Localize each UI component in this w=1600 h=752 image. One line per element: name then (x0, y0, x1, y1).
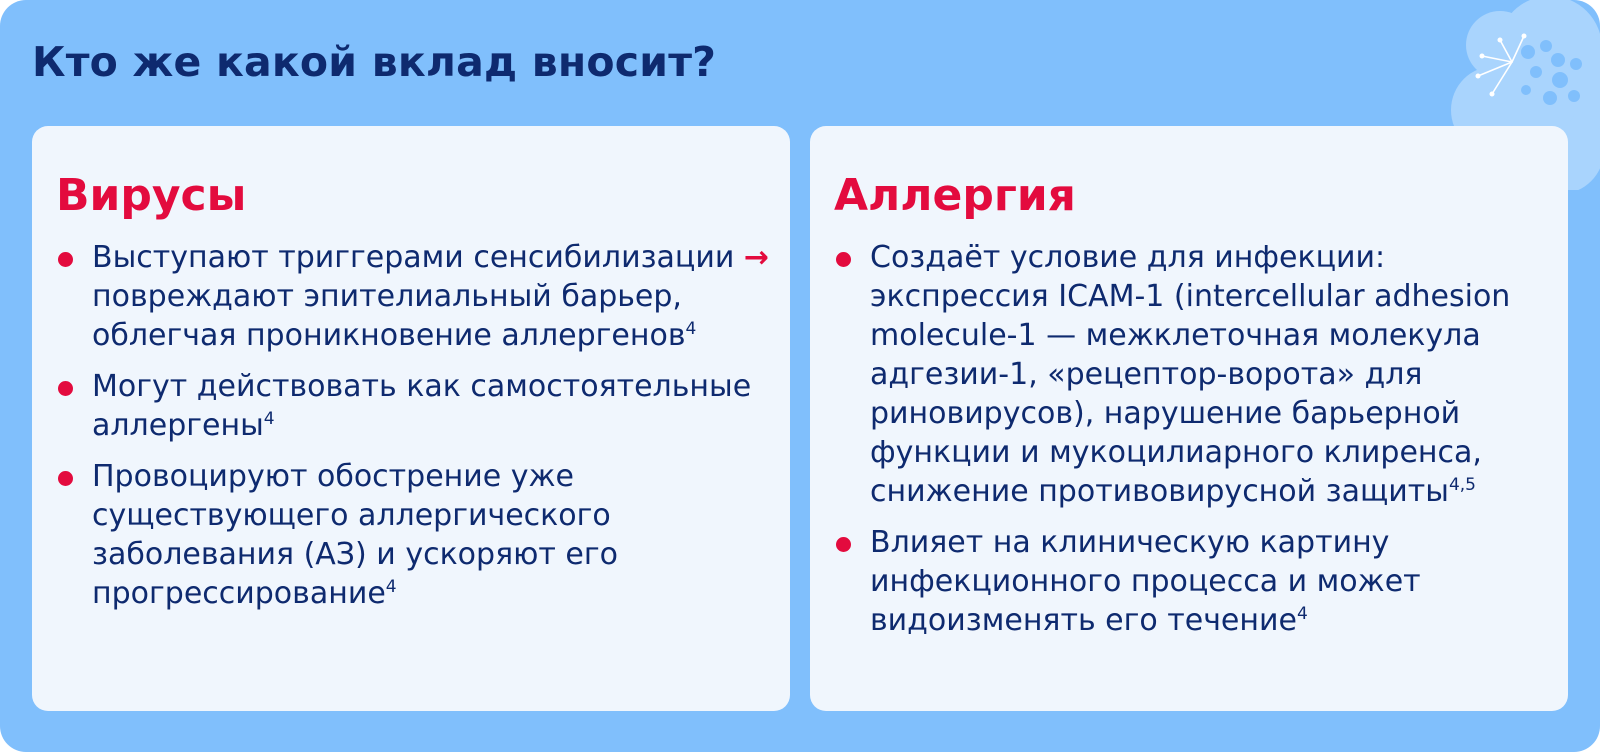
list-item (32, 238, 780, 355)
list-item-text-continued: повреждают эпителиальный барьер, облегчая проникновение аллергенов (92, 279, 686, 353)
bullet-dot-icon (836, 537, 851, 552)
list-item (810, 238, 1558, 511)
footnote-ref: 4,5 (1448, 475, 1476, 495)
viruses-card (32, 126, 790, 711)
page-title: Кто же какой вклад вносит? (32, 38, 717, 86)
list-item (32, 367, 780, 445)
arrow-right-icon: → (743, 240, 769, 275)
list-item (32, 457, 780, 613)
viruses-list (32, 238, 780, 625)
footnote-ref: 4 (263, 409, 275, 429)
list-item-text: Провоцируют обострение уже существующего аллергического заболевания (АЗ) и ускоряют его прогрессирование (92, 459, 618, 611)
list-item (810, 523, 1558, 640)
list-item-text: Создаёт условие для инфекции: экспрессия ICAM-1 (intercellular adhesion molecule-1 — межклеточная молекула адгезии-1, «рецептор-ворота» для риновирусов), нарушение барьерной функции и мукоцилиарного клиренса, снижение противовирусной защиты (870, 240, 1511, 509)
footnote-ref: 4 (385, 577, 397, 597)
allergy-card (810, 126, 1568, 711)
allergy-list (810, 238, 1558, 652)
viruses-card-title: Вирусы (56, 170, 247, 221)
list-item-text: Выступают триггерами сенсибилизации (92, 240, 744, 275)
bullet-dot-icon (58, 381, 73, 396)
list-item-text: Влияет на клиническую картину инфекционного процесса и может видоизменять его течение (870, 525, 1421, 638)
bullet-dot-icon (836, 252, 851, 267)
bullet-dot-icon (58, 471, 73, 486)
footnote-ref: 4 (1296, 604, 1308, 624)
bullet-dot-icon (58, 252, 73, 267)
footnote-ref: 4 (685, 319, 697, 339)
allergy-card-title: Аллергия (834, 170, 1076, 221)
list-item-text: Могут действовать как самостоятельные аллергены (92, 369, 752, 443)
